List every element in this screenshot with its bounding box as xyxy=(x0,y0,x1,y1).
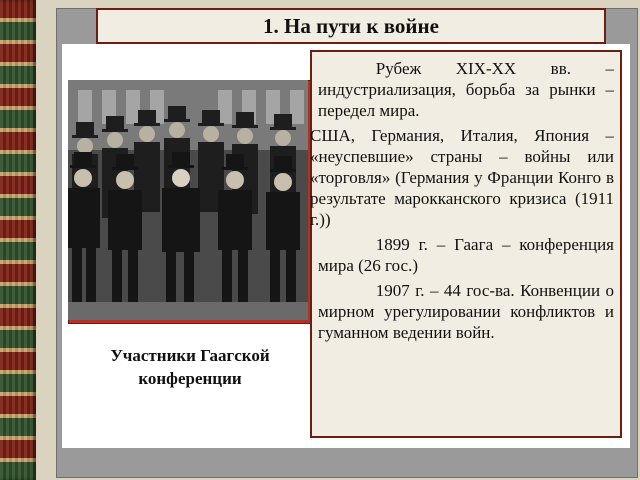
photo-caption: Участники Гаагской конференции xyxy=(110,346,270,388)
book-spine-decoration xyxy=(0,0,36,480)
paragraph-4: 1907 г. – 44 гос-ва. Конвенции о мирном урегулировании конфликтов и гуманном ведении войн. xyxy=(318,281,614,342)
paragraph-3: 1899 г. – Гаага – конференция мира (26 гос.) xyxy=(318,235,614,275)
group-photo-illustration xyxy=(68,80,308,320)
slide-title: 1. На пути к войне xyxy=(96,8,606,44)
paragraph-2: США, Германия, Италия, Япония – «неуспевшие» страны – войны или «торговля» (Германия у Франции Конго в результате марокканского кризиса (1911 г.)) xyxy=(310,126,614,229)
content-text-box xyxy=(310,50,622,438)
group-photo-image xyxy=(68,80,308,320)
paragraph-1: Рубеж XIX-XX вв. – индустриализация, борьба за рынки – передел мира. xyxy=(318,59,614,120)
